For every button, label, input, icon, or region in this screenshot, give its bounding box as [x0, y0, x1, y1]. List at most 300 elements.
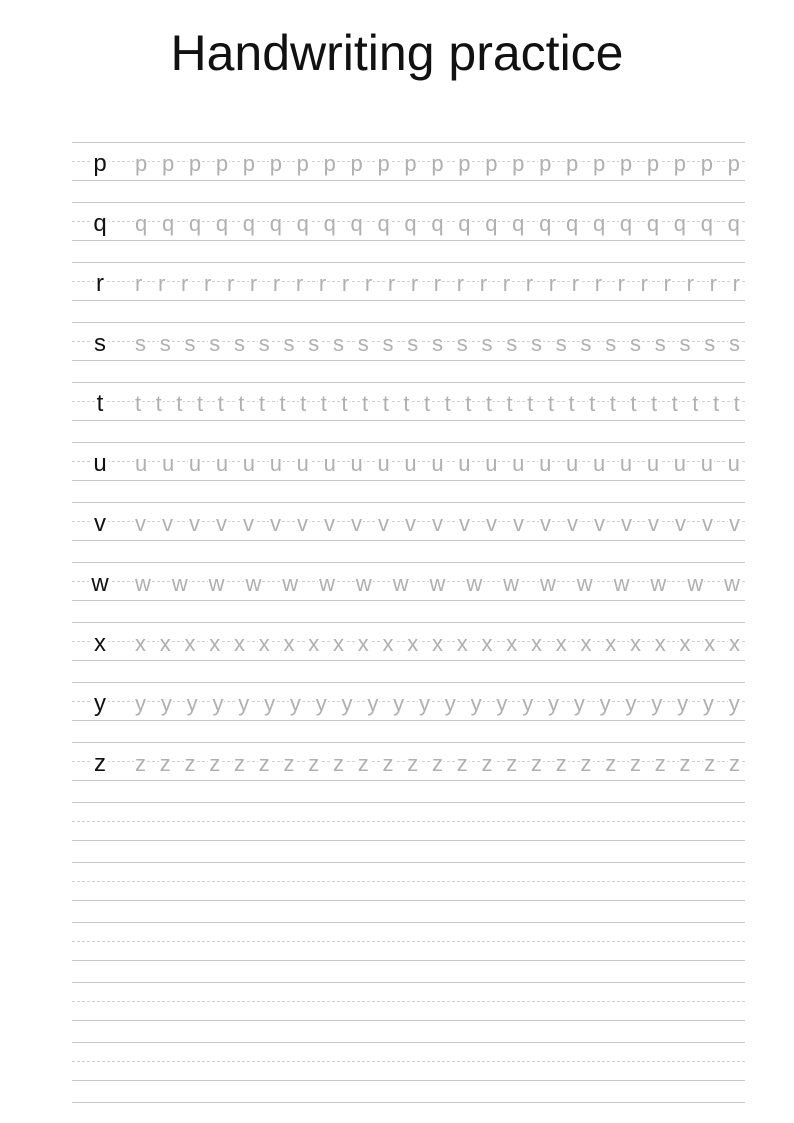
trace-letter: s [505, 328, 518, 360]
trace-letter: z [580, 748, 593, 780]
trace-letter: u [350, 448, 364, 480]
trace-letter: q [538, 208, 552, 240]
model-letter-text: t [96, 390, 104, 417]
trace-letter: y [470, 688, 483, 720]
ruled-line [72, 420, 745, 421]
trace-letter: r [433, 268, 442, 300]
trace-letter: s [580, 328, 593, 360]
trace-letter: t [175, 388, 183, 420]
trace-letter: z [679, 748, 692, 780]
trace-letter: q [161, 208, 175, 240]
ruled-line [72, 540, 745, 541]
trace-letter: s [357, 328, 370, 360]
model-letter [72, 688, 128, 720]
trace-letter: t [629, 388, 637, 420]
trace-letter: x [159, 628, 172, 660]
trace-letter: y [341, 688, 354, 720]
trace-letter: r [594, 268, 603, 300]
trace-letter: s [283, 328, 296, 360]
trace-letter: z [208, 748, 221, 780]
trace-letter: y [134, 688, 147, 720]
trace-letter: z [382, 748, 395, 780]
trace-letter: x [233, 628, 246, 660]
trace-letter: z [481, 748, 494, 780]
trace-letter: t [423, 388, 431, 420]
tracing-letters [134, 148, 741, 180]
trace-letter: w [244, 568, 262, 600]
tracing-letters [134, 268, 741, 300]
trace-letter: s [233, 328, 246, 360]
trace-letter: p [673, 148, 687, 180]
blank-practice-row[interactable] [72, 982, 745, 1042]
trace-letter: v [350, 508, 363, 540]
trace-letter: v [701, 508, 714, 540]
trace-letter: s [382, 328, 395, 360]
dashed-guide-line [72, 821, 745, 822]
practice-row-r [72, 262, 745, 322]
trace-letter: x [332, 628, 345, 660]
trace-letter: p [700, 148, 714, 180]
trace-letter: y [728, 688, 741, 720]
trace-letter: p [242, 148, 256, 180]
trace-letter: p [727, 148, 741, 180]
trace-letter: x [431, 628, 444, 660]
model-letter-text: x [94, 630, 106, 657]
trace-letter: u [673, 448, 687, 480]
trace-letter: s [530, 328, 543, 360]
trace-letter: w [502, 568, 520, 600]
trace-letter: s [208, 328, 221, 360]
trace-letter: x [728, 628, 741, 660]
practice-row-s [72, 322, 745, 382]
trace-letter: p [538, 148, 552, 180]
trace-letter: v [296, 508, 309, 540]
ruled-line [72, 240, 745, 241]
trace-letter: v [674, 508, 687, 540]
trace-letter: w [171, 568, 189, 600]
trace-letter: z [728, 748, 741, 780]
trace-letter: r [732, 268, 741, 300]
ruled-line [72, 840, 745, 841]
trace-letter: q [673, 208, 687, 240]
tracing-letters [134, 448, 741, 480]
model-letter-text: q [93, 210, 107, 237]
trace-letter: z [431, 748, 444, 780]
trace-letter: q [376, 208, 390, 240]
ruled-line [72, 360, 745, 361]
trace-letter: q [296, 208, 310, 240]
trace-letter: t [733, 388, 741, 420]
trace-letter: v [215, 508, 228, 540]
trace-letter: y [366, 688, 379, 720]
trace-letter: x [184, 628, 197, 660]
model-letter-text: y [94, 690, 106, 717]
trace-letter: x [258, 628, 271, 660]
trace-letter: y [237, 688, 250, 720]
trace-letter: y [315, 688, 328, 720]
trace-letter: y [160, 688, 173, 720]
trace-letter: z [307, 748, 320, 780]
tracing-letters [134, 628, 741, 660]
trace-letter: y [392, 688, 405, 720]
trace-letter: x [382, 628, 395, 660]
trace-letter: z [184, 748, 197, 780]
trace-letter: w [539, 568, 557, 600]
trace-letter: z [332, 748, 345, 780]
practice-row-y [72, 682, 745, 742]
trace-letter: s [159, 328, 172, 360]
trace-letter: s [679, 328, 692, 360]
ruled-line [72, 660, 745, 661]
trace-letter: u [242, 448, 256, 480]
trace-letter: z [530, 748, 543, 780]
ruled-line [72, 382, 745, 383]
trace-letter: s [654, 328, 667, 360]
ruled-line [72, 900, 745, 901]
trace-letter: q [134, 208, 148, 240]
trace-letter: p [188, 148, 202, 180]
model-letter [72, 508, 128, 540]
trace-letter: y [650, 688, 663, 720]
trace-letter: y [676, 688, 689, 720]
trace-letter: q [511, 208, 525, 240]
trace-letter: v [161, 508, 174, 540]
ruled-line [72, 142, 745, 143]
trace-letter: z [555, 748, 568, 780]
trace-letter: r [203, 268, 212, 300]
tracing-letters [134, 688, 741, 720]
model-letter [72, 208, 128, 240]
trace-letter: s [258, 328, 271, 360]
trace-letter: u [484, 448, 498, 480]
trace-letter: w [649, 568, 667, 600]
ruled-line [72, 562, 745, 563]
trace-letter: q [269, 208, 283, 240]
trace-letter: v [134, 508, 147, 540]
trace-letter: u [323, 448, 337, 480]
trace-letter: x [629, 628, 642, 660]
trace-letter: s [134, 328, 147, 360]
trace-letter: r [410, 268, 419, 300]
trace-letter: p [134, 148, 148, 180]
trace-letter: p [161, 148, 175, 180]
trace-letter: w [392, 568, 410, 600]
trace-letter: r [548, 268, 557, 300]
trace-letter: p [403, 148, 417, 180]
trace-letter: p [269, 148, 283, 180]
tracing-letters [134, 748, 741, 780]
ruled-line [72, 322, 745, 323]
trace-letter: p [430, 148, 444, 180]
trace-letter: u [511, 448, 525, 480]
trace-letter: z [629, 748, 642, 780]
trace-letter: t [237, 388, 245, 420]
trace-letter: x [456, 628, 469, 660]
trace-letter: r [134, 268, 143, 300]
trace-letter: q [323, 208, 337, 240]
trace-letter: w [281, 568, 299, 600]
trace-letter: s [728, 328, 741, 360]
trace-letter: s [481, 328, 494, 360]
trace-letter: w [613, 568, 631, 600]
trace-letter: z [283, 748, 296, 780]
model-letter [72, 268, 128, 300]
trace-letter: x [580, 628, 593, 660]
trace-letter: u [700, 448, 714, 480]
trace-letter: r [387, 268, 396, 300]
trace-letter: v [620, 508, 633, 540]
trace-letter: t [464, 388, 472, 420]
trace-letter: w [465, 568, 483, 600]
trace-letter: t [402, 388, 410, 420]
trace-letter: x [530, 628, 543, 660]
ruled-line [72, 982, 745, 983]
trace-letter: y [418, 688, 431, 720]
trace-letter: x [654, 628, 667, 660]
ruled-line [72, 502, 745, 503]
trace-letter: p [323, 148, 337, 180]
ruled-line [72, 780, 745, 781]
trace-letter: y [211, 688, 224, 720]
blank-practice-row[interactable] [72, 862, 745, 922]
trace-letter: t [671, 388, 679, 420]
trace-letter: x [679, 628, 692, 660]
trace-letter: u [269, 448, 283, 480]
trace-letter: r [295, 268, 304, 300]
trace-letter: s [629, 328, 642, 360]
trace-letter: z [134, 748, 147, 780]
trace-letter: q [457, 208, 471, 240]
trace-letter: u [403, 448, 417, 480]
trace-letter: y [186, 688, 199, 720]
trace-letter: r [364, 268, 373, 300]
trace-letter: t [299, 388, 307, 420]
trace-letter: q [188, 208, 202, 240]
trace-letter: y [599, 688, 612, 720]
trace-letter: y [289, 688, 302, 720]
trace-letter: x [208, 628, 221, 660]
trace-letter: x [134, 628, 147, 660]
trace-letter: s [555, 328, 568, 360]
trace-letter: p [376, 148, 390, 180]
trace-letter: v [377, 508, 390, 540]
trace-letter: v [593, 508, 606, 540]
trace-letter: y [547, 688, 560, 720]
model-letter-text: z [94, 750, 106, 777]
trace-letter: s [332, 328, 345, 360]
trace-letter: p [592, 148, 606, 180]
model-letter-text: u [93, 450, 107, 477]
trace-letter: v [728, 508, 741, 540]
trace-letter: t [278, 388, 286, 420]
trace-letter: u [592, 448, 606, 480]
tracing-letters [134, 328, 741, 360]
trace-letter: s [456, 328, 469, 360]
tracing-letters [134, 388, 741, 420]
page-title: Handwriting practice [170, 25, 624, 81]
ruled-line [72, 202, 745, 203]
ruled-line [72, 742, 745, 743]
trace-letter: t [609, 388, 617, 420]
trace-letter: r [571, 268, 580, 300]
trace-letter: w [723, 568, 741, 600]
trace-letter: t [217, 388, 225, 420]
trace-letter: q [619, 208, 633, 240]
trace-letter: r [157, 268, 166, 300]
trace-letter: x [307, 628, 320, 660]
trace-letter: v [485, 508, 498, 540]
ruled-line [72, 1042, 745, 1043]
trace-letter: z [406, 748, 419, 780]
ruled-line [72, 442, 745, 443]
trace-letter: x [505, 628, 518, 660]
tracing-letters [134, 208, 741, 240]
trace-letter: z [456, 748, 469, 780]
trace-letter: p [619, 148, 633, 180]
model-letter [72, 628, 128, 660]
practice-row-v [72, 502, 745, 562]
trace-letter: r [456, 268, 465, 300]
ruled-line [72, 682, 745, 683]
trace-letter: t [506, 388, 514, 420]
practice-row-z [72, 742, 745, 802]
trace-letter: p [565, 148, 579, 180]
trace-letter: r [617, 268, 626, 300]
trace-letter: v [188, 508, 201, 540]
ruled-line [72, 622, 745, 623]
trace-letter: u [727, 448, 741, 480]
model-letter-text: r [96, 270, 104, 297]
trace-letter: w [318, 568, 336, 600]
trace-letter: p [296, 148, 310, 180]
trace-letter: v [404, 508, 417, 540]
trace-letter: y [521, 688, 534, 720]
trace-letter: r [249, 268, 258, 300]
trace-letter: q [727, 208, 741, 240]
trace-letter: w [429, 568, 447, 600]
blank-practice-row[interactable] [72, 1042, 745, 1102]
trace-letter: p [350, 148, 364, 180]
practice-row-t [72, 382, 745, 442]
ruled-line [72, 1020, 745, 1021]
blank-practice-row[interactable] [72, 802, 745, 862]
model-letter [72, 748, 128, 780]
trace-letter: s [406, 328, 419, 360]
ruled-line [72, 600, 745, 601]
trace-letter: z [654, 748, 667, 780]
ruled-line [72, 480, 745, 481]
trace-letter: v [458, 508, 471, 540]
practice-row-x [72, 622, 745, 682]
tracing-letters [134, 568, 741, 600]
trace-letter: r [272, 268, 281, 300]
trace-letter: w [576, 568, 594, 600]
trace-letter: v [539, 508, 552, 540]
ruled-line [72, 300, 745, 301]
trace-letter: s [184, 328, 197, 360]
model-letter [72, 328, 128, 360]
trace-letter: z [357, 748, 370, 780]
tracing-letters [134, 508, 741, 540]
trace-letter: x [481, 628, 494, 660]
trace-letter: t [258, 388, 266, 420]
trace-letter: x [555, 628, 568, 660]
trace-letter: q [700, 208, 714, 240]
trace-letter: y [702, 688, 715, 720]
dashed-guide-line [72, 1061, 745, 1062]
trace-letter: z [703, 748, 716, 780]
model-letter [72, 448, 128, 480]
trace-letter: v [566, 508, 579, 540]
ruled-line [72, 960, 745, 961]
trace-letter: s [703, 328, 716, 360]
trace-letter: t [134, 388, 142, 420]
trace-letter: u [376, 448, 390, 480]
dashed-guide-line [72, 881, 745, 882]
ruled-line [72, 180, 745, 181]
ruled-line [72, 802, 745, 803]
trace-letter: z [604, 748, 617, 780]
model-letter-text: w [91, 570, 109, 597]
trace-letter: q [403, 208, 417, 240]
trace-letter: v [512, 508, 525, 540]
trace-letter: q [430, 208, 444, 240]
trace-letter: r [180, 268, 189, 300]
trace-letter: r [663, 268, 672, 300]
trace-letter: y [263, 688, 276, 720]
trace-letter: t [485, 388, 493, 420]
trace-letter: t [444, 388, 452, 420]
trace-letter: t [340, 388, 348, 420]
trace-letter: u [188, 448, 202, 480]
ruled-line [72, 922, 745, 923]
trace-letter: w [686, 568, 704, 600]
practice-row-u [72, 442, 745, 502]
ruled-line [72, 262, 745, 263]
trace-letter: y [444, 688, 457, 720]
trace-letter: x [703, 628, 716, 660]
trace-letter: q [565, 208, 579, 240]
trace-letter: x [604, 628, 617, 660]
practice-row-q [72, 202, 745, 262]
trace-letter: u [619, 448, 633, 480]
practice-row-w [72, 562, 745, 622]
trace-letter: p [511, 148, 525, 180]
trace-letter: t [547, 388, 555, 420]
trace-letter: t [691, 388, 699, 420]
trace-letter: t [361, 388, 369, 420]
trace-letter: u [296, 448, 310, 480]
practice-row-p [72, 142, 745, 202]
ruled-line [72, 862, 745, 863]
trace-letter: s [604, 328, 617, 360]
trace-letter: z [505, 748, 518, 780]
model-letter-text: s [94, 330, 106, 357]
trace-letter: v [431, 508, 444, 540]
trace-letter: x [283, 628, 296, 660]
trace-letter: r [502, 268, 511, 300]
trace-letter: u [457, 448, 471, 480]
trace-letter: p [457, 148, 471, 180]
trace-letter: w [134, 568, 152, 600]
trace-letter: u [161, 448, 175, 480]
trace-letter: t [196, 388, 204, 420]
trace-letter: u [646, 448, 660, 480]
trace-letter: q [350, 208, 364, 240]
blank-practice-row[interactable] [72, 922, 745, 982]
trace-letter: q [646, 208, 660, 240]
trace-letter: u [538, 448, 552, 480]
